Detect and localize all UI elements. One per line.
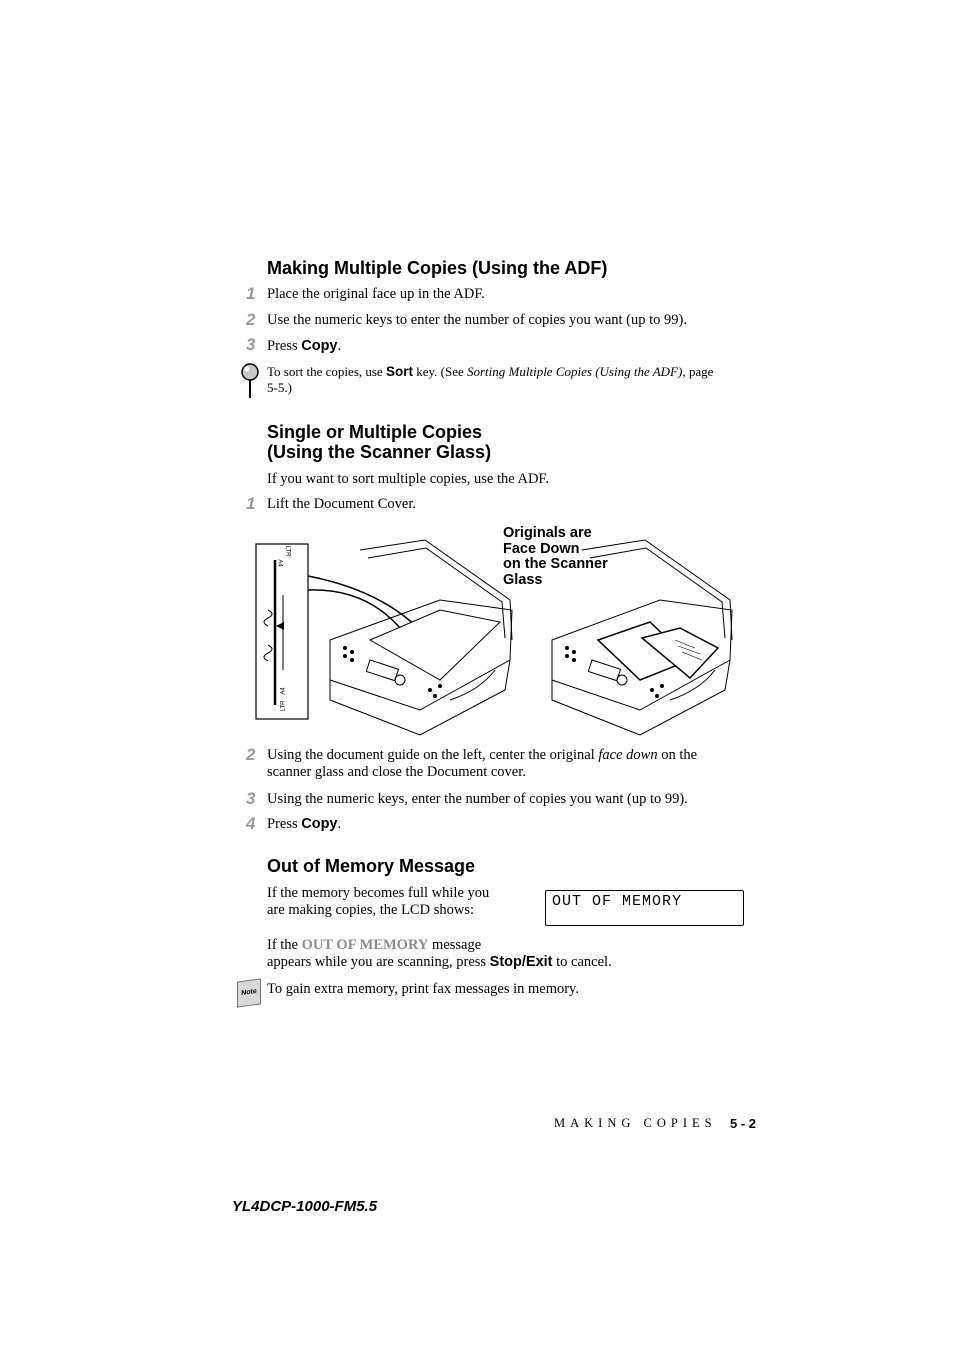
step-text: Use the numeric keys to enter the number of copies you want (up to 99). bbox=[267, 312, 687, 328]
step-text: Using the document guide on the left, center the original face down on the scanner glass and close the Document cover. bbox=[267, 747, 698, 780]
illustration-caption: Originals are Face Down on the Scanner Glass bbox=[503, 525, 608, 588]
step-number: 1 bbox=[246, 494, 256, 513]
section-title-out-of-memory: Out of Memory Message bbox=[267, 856, 476, 876]
stop-exit-key-label: Stop/Exit bbox=[489, 954, 553, 970]
guide-label: LTR bbox=[284, 545, 291, 557]
guide-label: A4 bbox=[280, 687, 287, 695]
sort-key-label: Sort bbox=[385, 364, 413, 379]
step-number: 3 bbox=[246, 335, 256, 354]
step-number: 2 bbox=[246, 310, 256, 329]
step-number: 2 bbox=[246, 745, 256, 764]
guide-label: A4 bbox=[276, 559, 283, 567]
memory-message-text: If the OUT OF MEMORY message appears while you are scanning, press Stop/Exit to cancel. bbox=[267, 937, 612, 970]
note-text: To gain extra memory, print fax messages in memory. bbox=[267, 981, 579, 997]
chapter-footer: MAKING COPIES bbox=[554, 1116, 717, 1130]
copy-key-label: Copy bbox=[301, 338, 338, 354]
step-text: Lift the Document Cover. bbox=[267, 496, 416, 512]
lcd-display: OUT OF MEMORY bbox=[545, 890, 744, 926]
step-text: Press Copy. bbox=[267, 338, 342, 354]
scanner-illustration bbox=[250, 530, 750, 740]
note-icon: Note bbox=[237, 978, 261, 1007]
model-code: YL4DCP-1000-FM5.5 bbox=[232, 1198, 378, 1215]
intro-text: If you want to sort multiple copies, use the ADF. bbox=[267, 471, 549, 487]
step-number: 1 bbox=[246, 284, 256, 303]
tip-icon bbox=[240, 362, 260, 400]
tip-text: To sort the copies, use Sort key. (See Sorting Multiple Copies (Using the ADF), page 5-5.) bbox=[267, 364, 714, 395]
lcd-message-ref: OUT OF MEMORY bbox=[301, 937, 429, 953]
guide-label: LTR bbox=[280, 700, 287, 712]
page-number: 5 - 2 bbox=[730, 1116, 757, 1131]
section-title-adf: Making Multiple Copies (Using the ADF) bbox=[267, 258, 608, 278]
step-text: Place the original face up in the ADF. bbox=[267, 286, 485, 302]
memory-text: If the memory becomes full while you are making copies, the LCD shows: bbox=[267, 885, 490, 918]
step-number: 3 bbox=[246, 789, 256, 808]
step-text: Press Copy. bbox=[267, 816, 342, 832]
copy-key-label: Copy bbox=[301, 816, 338, 832]
section-title-scanner-glass: Single or Multiple Copies (Using the Scanner Glass) bbox=[267, 422, 492, 462]
step-text: Using the numeric keys, enter the number of copies you want (up to 99). bbox=[267, 791, 688, 807]
scanner-left bbox=[330, 540, 512, 735]
step-number: 4 bbox=[246, 814, 256, 833]
